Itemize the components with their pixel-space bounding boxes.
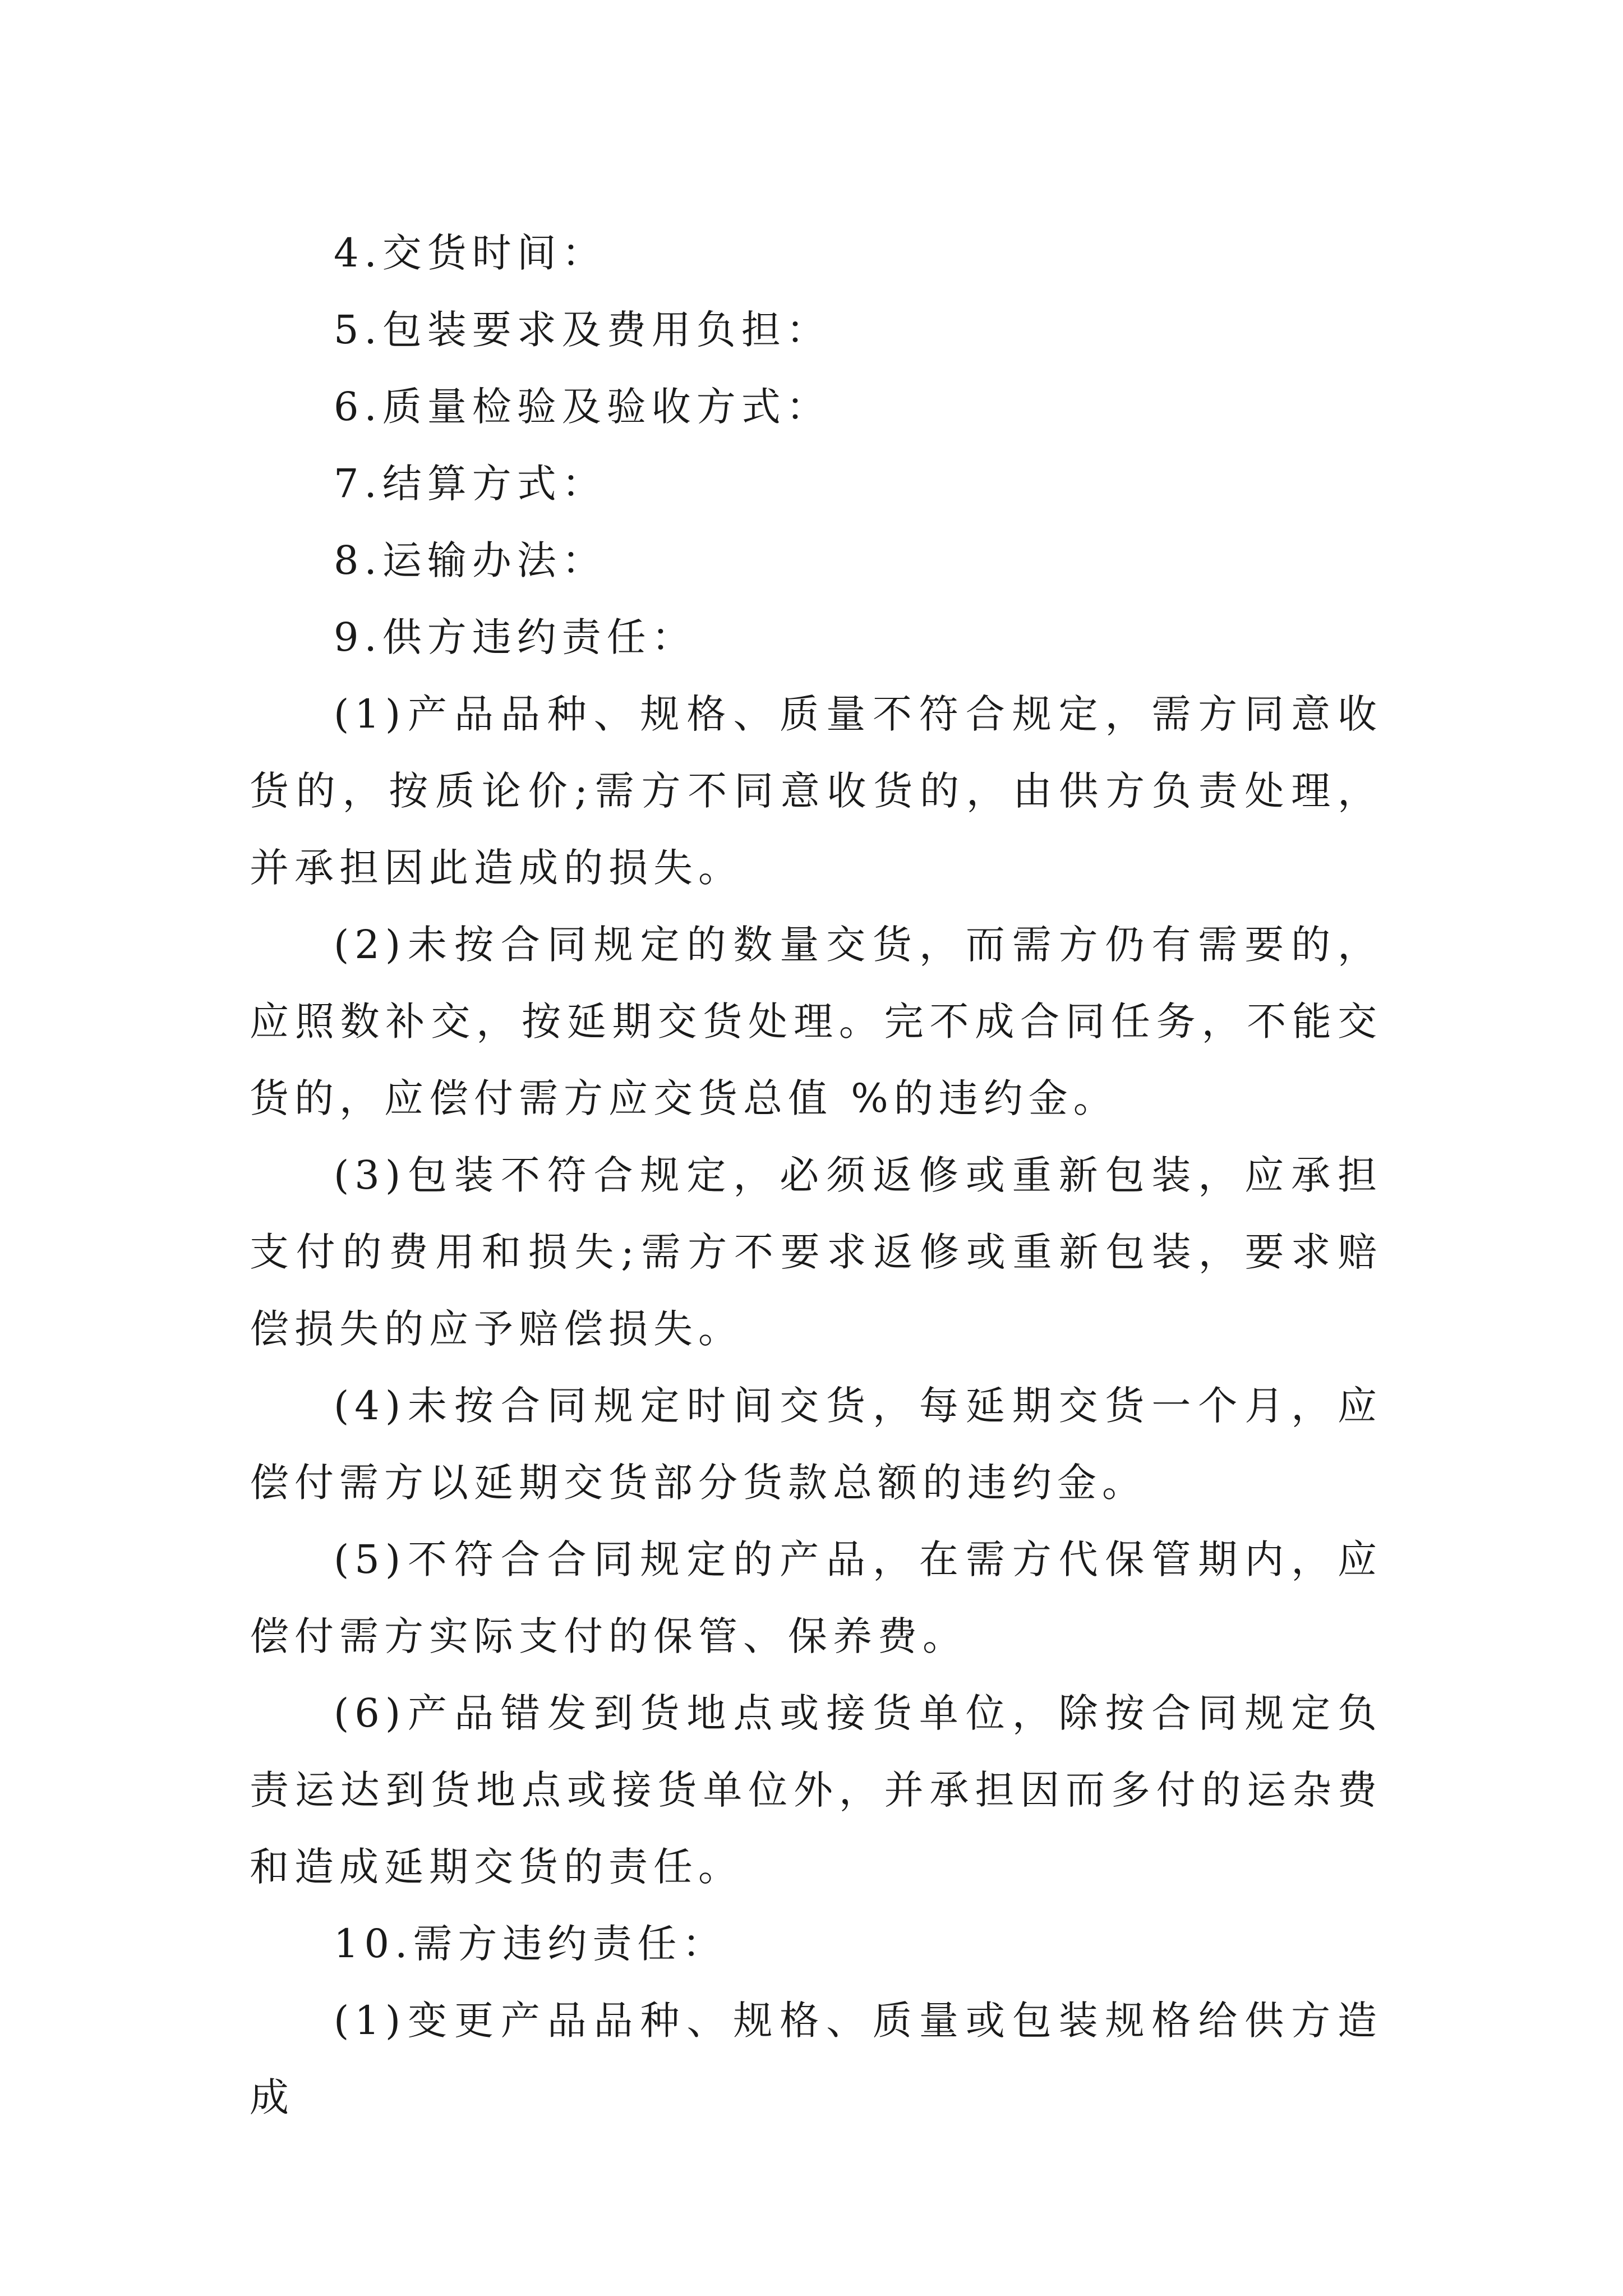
clause-settlement: 7.结算方式： xyxy=(334,461,607,507)
document-body xyxy=(250,215,1382,2136)
clause-packaging: 5.包装要求及费用负担： xyxy=(334,307,831,353)
clause-buyer-liability: 10.需方违约责任： xyxy=(334,1921,727,1967)
supplier-liability-5: (5)不符合合同规定的产品，在需方代保管期内，应偿付需方实际支付的保管、保养费。 xyxy=(250,1536,1382,1659)
supplier-liability-1: (1)产品品种、规格、质量不符合规定，需方同意收货的，按质论价;需方不同意收货的，由供方负责处理，并承担因此造成的损失。 xyxy=(250,691,1382,891)
supplier-liability-4: (4)未按合同规定时间交货，每延期交货一个月，应偿付需方以延期交货部分货款总额的违约金。 xyxy=(250,1383,1382,1506)
supplier-liability-3: (3)包装不符合规定，必须返修或重新包装，应承担支付的费用和损失;需方不要求返修或重新包装，要求赔偿损失的应予赔偿损失。 xyxy=(250,1152,1382,1352)
clause-supplier-liability: 9.供方违约责任： xyxy=(334,614,697,660)
buyer-liability-1: (1)变更产品品种、规格、质量或包装规格给供方造成 xyxy=(250,1998,1382,2120)
supplier-liability-6: (6)产品错发到货地点或接货单位，除按合同规定负责运达到货地点或接货单位外，并承担因而多付的运杂费和造成延期交货的责任。 xyxy=(250,1690,1382,1890)
clause-transport: 8.运输办法： xyxy=(334,537,607,583)
clause-quality-inspection: 6.质量检验及验收方式： xyxy=(334,384,831,430)
clause-delivery-time: 4.交货时间： xyxy=(334,230,607,276)
supplier-liability-2: (2)未按合同规定的数量交货，而需方仍有需要的，应照数补交，按延期交货处理。完不成合同任务，不能交货的，应偿付需方应交货总值 %的违约金。 xyxy=(250,922,1382,1121)
